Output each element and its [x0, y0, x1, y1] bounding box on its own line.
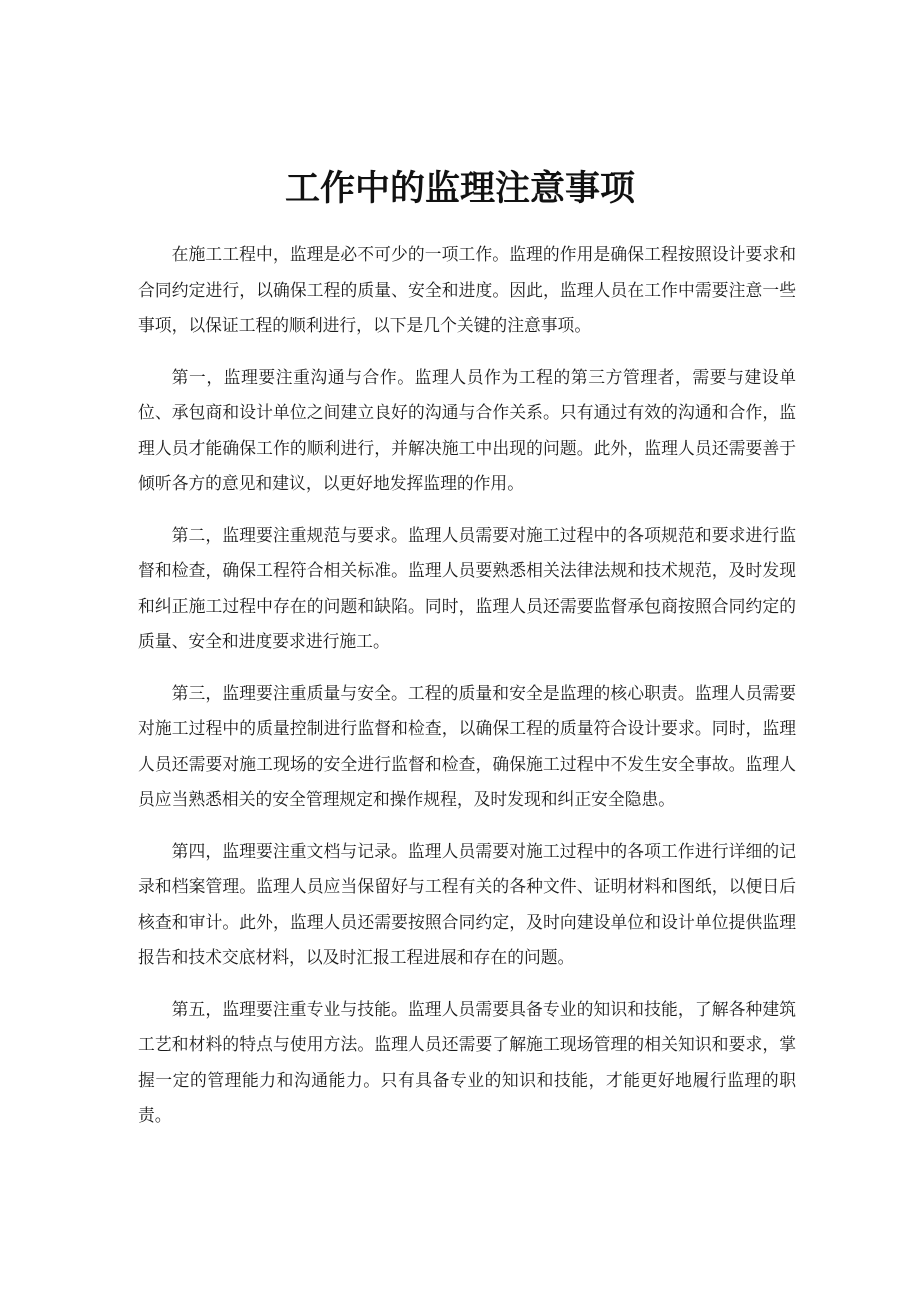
paragraph-documentation: 第四，监理要注重文档与记录。监理人员需要对施工过程中的各项工作进行详细的记录和档案管理。监理人员应当保留好与工程有关的各种文件、证明材料和图纸，以便日后核查和审计。此外，监理人员还需要按照合同约定，及时向建设单位和设计单位提供监理报告和技术交底材料，以及时汇报工程进展和存在的问题。 — [138, 840, 796, 967]
document-body — [138, 237, 796, 1150]
paragraph-expertise: 第五，监理要注重专业与技能。监理人员需要具备专业的知识和技能，了解各种建筑工艺和材料的特点与使用方法。监理人员还需要了解施工现场管理的相关知识和要求，掌握一定的管理能力和沟通能力。只有具备专业的知识和技能，才能更好地履行监理的职责。 — [138, 998, 796, 1125]
document-title: 工作中的监理注意事项 — [284, 169, 635, 209]
paragraph-communication: 第一，监理要注重沟通与合作。监理人员作为工程的第三方管理者，需要与建设单位、承包商和设计单位之间建立良好的沟通与合作关系。只有通过有效的沟通和合作，监理人员才能确保工作的顺利进行，并解决施工中出现的问题。此外，监理人员还需要善于倾听各方的意见和建议，以更好地发挥监理的作用。 — [138, 366, 796, 493]
paragraph-standards: 第二，监理要注重规范与要求。监理人员需要对施工过程中的各项规范和要求进行监督和检查，确保工程符合相关标准。监理人员要熟悉相关法律法规和技术规范，及时发现和纠正施工过程中存在的问题和缺陷。同时，监理人员还需要监督承包商按照合同约定的质量、安全和进度要求进行施工。 — [138, 524, 796, 651]
paragraph-intro: 在施工工程中，监理是必不可少的一项工作。监理的作用是确保工程按照设计要求和合同约定进行，以确保工程的质量、安全和进度。因此，监理人员在工作中需要注意一些事项，以保证工程的顺利进行，以下是几个关键的注意事项。 — [138, 244, 796, 335]
paragraph-quality-safety: 第三，监理要注重质量与安全。工程的质量和安全是监理的核心职责。监理人员需要对施工过程中的质量控制进行监督和检查，以确保工程的质量符合设计要求。同时，监理人员还需要对施工现场的安全进行监督和检查，确保施工过程中不发生安全事故。监理人员应当熟悉相关的安全管理规定和操作规程，及时发现和纠正安全隐患。 — [138, 682, 796, 809]
